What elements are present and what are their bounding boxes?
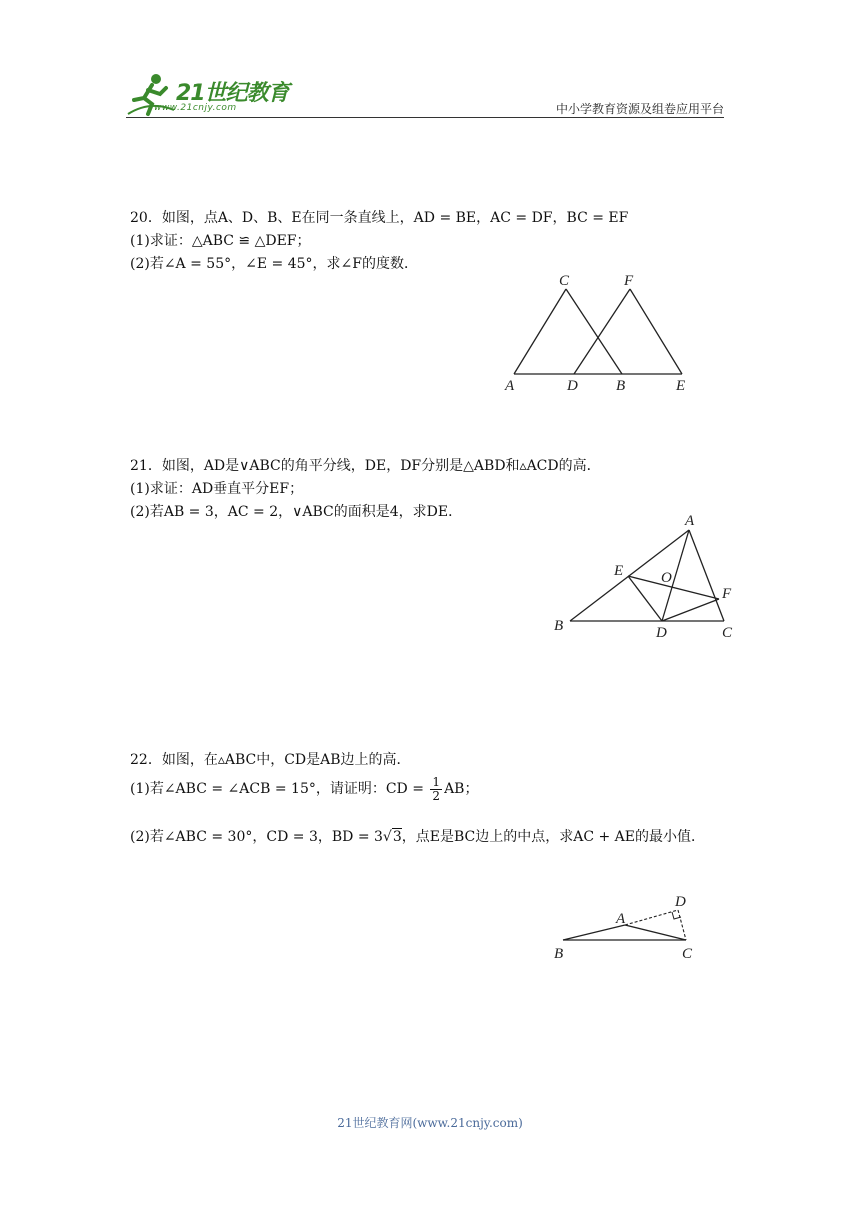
sqrt-icon: √ [382, 829, 392, 845]
q21-stem: 21．如图，AD是∨ABC的角平分线，DE，DF分别是△ABD和▵ACD的高． [130, 458, 601, 474]
q20-label-B: B [616, 378, 626, 394]
q21-label-F: F [722, 586, 732, 602]
q22-dashed-DC [678, 910, 686, 940]
q20-label-E: E [676, 378, 686, 394]
q20-part2: (2)若∠A = 55°，∠E = 45°，求∠F的度数． [130, 256, 418, 272]
q20-segment-CB [566, 289, 622, 374]
q20-segment-AC [514, 289, 566, 374]
q21-figure [548, 510, 748, 645]
q22-part1-suffix: AB； [444, 781, 479, 798]
q22-figure [548, 890, 718, 970]
q22-fraction-numerator: 1 [432, 775, 441, 789]
q21-part1: (1)求证：AD垂直平分EF； [130, 481, 304, 497]
q22-label-A: A [616, 911, 626, 927]
q20-segment-DF [574, 289, 630, 374]
q21-label-A: A [685, 513, 695, 529]
q22-segment-BA [563, 925, 625, 940]
q22-segment-AC [625, 925, 686, 940]
q20-figure [500, 268, 700, 398]
q21-segment-DF [662, 599, 719, 621]
q20-label-C: C [559, 273, 570, 289]
q21-label-O: O [661, 570, 672, 586]
header-divider [126, 117, 724, 118]
q22-fraction [430, 776, 442, 802]
q22-stem: 22．如图，在▵ABC中，CD是AB边上的高． [130, 752, 411, 768]
q21-part2: (2)若AB = 3，AC = 2，∨ABC的面积是4，求DE． [130, 504, 463, 520]
q22-part2-prefix: (2)若∠ABC = 30°，CD = 3，BD = 3 [130, 829, 383, 845]
q20-part1: (1)求证：△ABC ≌ △DEF； [130, 233, 311, 249]
logo-url: www.21cnjy.com [154, 103, 237, 113]
q22-part2 [130, 826, 705, 848]
footer: 21世纪教育网(www.21cnjy.com) [337, 1116, 523, 1130]
q22-label-B: B [554, 946, 564, 962]
q20-stem: 20．如图，点A、D、B、E在同一条直线上，AD = BE，AC = DF，BC = EF [130, 210, 629, 226]
q20-segment-FE [630, 289, 682, 374]
q21-segment-EF [628, 576, 719, 599]
q21-label-C: C [722, 625, 733, 641]
q20-label-A: A [505, 378, 515, 394]
q22-part2-suffix: ，点E是BC边上的中点，求AC + AE的最小值． [401, 829, 706, 845]
logo [126, 70, 296, 118]
q20-label-D: D [567, 378, 578, 394]
q21-label-D: D [656, 625, 667, 641]
q21-label-E: E [614, 563, 624, 579]
header-platform-text: 中小学教育资源及组卷应用平台 [555, 102, 724, 116]
q21-label-B: B [554, 618, 564, 634]
q22-part1 [130, 776, 478, 802]
q20-label-F: F [624, 273, 634, 289]
q22-fraction-denominator: 2 [432, 788, 441, 803]
q22-part2-sqrt: 3 [392, 829, 402, 845]
logo-text: 21世纪教育 [176, 81, 289, 106]
q22-dashed-AD [625, 910, 678, 925]
q22-part1-prefix: (1)若∠ABC = ∠ACB = 15°，请证明：CD = [130, 781, 429, 798]
q22-label-C: C [682, 946, 693, 962]
q22-label-D: D [675, 894, 686, 910]
q21-segment-AC [689, 530, 724, 621]
